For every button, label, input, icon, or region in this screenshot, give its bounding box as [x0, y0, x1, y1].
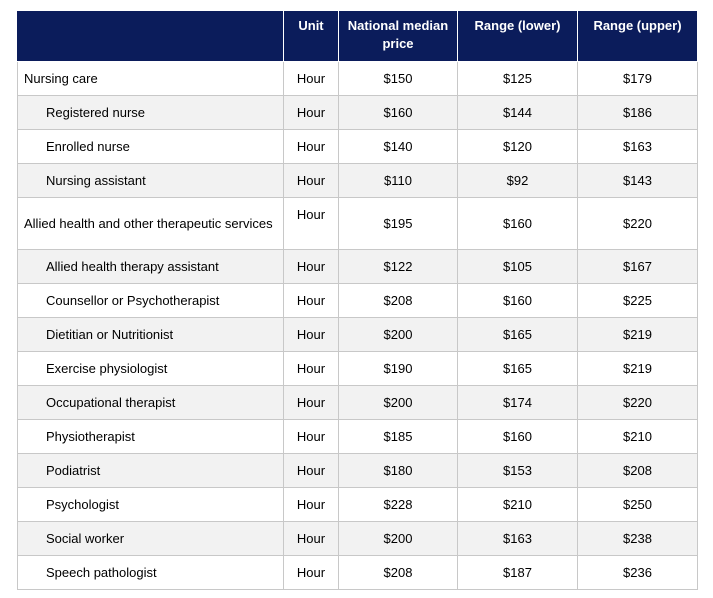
table-row	[18, 420, 698, 454]
table-row	[18, 250, 698, 284]
range-lower-cell: $125	[458, 62, 578, 96]
unit-cell: Hour	[284, 318, 339, 352]
median-price-cell: $160	[339, 96, 458, 130]
median-price-cell: $208	[339, 556, 458, 590]
range-upper-cell: $208	[578, 454, 698, 488]
unit-cell: Hour	[284, 556, 339, 590]
service-name-cell: Counsellor or Psychotherapist	[18, 284, 284, 318]
table-row	[18, 386, 698, 420]
median-price-cell: $180	[339, 454, 458, 488]
range-upper-cell: $179	[578, 62, 698, 96]
unit-cell: Hour	[284, 198, 339, 250]
service-name-cell: Social worker	[18, 522, 284, 556]
table-row	[18, 198, 698, 250]
range-upper-cell: $225	[578, 284, 698, 318]
range-lower-cell: $144	[458, 96, 578, 130]
header-unit: Unit	[284, 11, 339, 62]
table-body	[18, 62, 698, 590]
unit-cell: Hour	[284, 454, 339, 488]
range-upper-cell: $186	[578, 96, 698, 130]
table-row	[18, 164, 698, 198]
range-lower-cell: $153	[458, 454, 578, 488]
service-name-cell: Allied health therapy assistant	[18, 250, 284, 284]
range-lower-cell: $160	[458, 284, 578, 318]
median-price-cell: $185	[339, 420, 458, 454]
range-lower-cell: $120	[458, 130, 578, 164]
unit-cell: Hour	[284, 250, 339, 284]
table-row	[18, 352, 698, 386]
unit-cell: Hour	[284, 164, 339, 198]
range-upper-cell: $210	[578, 420, 698, 454]
unit-cell: Hour	[284, 96, 339, 130]
service-name-cell: Psychologist	[18, 488, 284, 522]
table-row	[18, 62, 698, 96]
median-price-cell: $200	[339, 318, 458, 352]
range-upper-cell: $163	[578, 130, 698, 164]
median-price-cell: $110	[339, 164, 458, 198]
median-price-cell: $150	[339, 62, 458, 96]
service-name-cell: Enrolled nurse	[18, 130, 284, 164]
service-name-cell: Allied health and other therapeutic services	[18, 198, 284, 250]
range-lower-cell: $163	[458, 522, 578, 556]
table-row	[18, 318, 698, 352]
range-upper-cell: $236	[578, 556, 698, 590]
service-name-cell: Physiotherapist	[18, 420, 284, 454]
range-upper-cell: $219	[578, 318, 698, 352]
service-name-cell: Nursing assistant	[18, 164, 284, 198]
header-national-median-price: National median price	[339, 11, 458, 62]
table-row	[18, 522, 698, 556]
unit-cell: Hour	[284, 352, 339, 386]
header-range-lower: Range (lower)	[458, 11, 578, 62]
median-price-cell: $195	[339, 198, 458, 250]
price-table	[17, 10, 698, 590]
unit-cell: Hour	[284, 62, 339, 96]
range-lower-cell: $165	[458, 318, 578, 352]
median-price-cell: $200	[339, 522, 458, 556]
range-upper-cell: $220	[578, 386, 698, 420]
table-row	[18, 130, 698, 164]
median-price-cell: $200	[339, 386, 458, 420]
service-name-cell: Dietitian or Nutritionist	[18, 318, 284, 352]
service-name-cell: Speech pathologist	[18, 556, 284, 590]
table-row	[18, 454, 698, 488]
range-upper-cell: $167	[578, 250, 698, 284]
range-lower-cell: $187	[458, 556, 578, 590]
unit-cell: Hour	[284, 284, 339, 318]
table-row	[18, 96, 698, 130]
header-range-upper: Range (upper)	[578, 11, 698, 62]
service-name-cell: Podiatrist	[18, 454, 284, 488]
median-price-cell: $228	[339, 488, 458, 522]
range-upper-cell: $238	[578, 522, 698, 556]
service-name-cell: Occupational therapist	[18, 386, 284, 420]
median-price-cell: $122	[339, 250, 458, 284]
range-lower-cell: $160	[458, 420, 578, 454]
service-name-cell: Registered nurse	[18, 96, 284, 130]
service-name-cell: Nursing care	[18, 62, 284, 96]
table-row	[18, 488, 698, 522]
range-lower-cell: $165	[458, 352, 578, 386]
range-lower-cell: $160	[458, 198, 578, 250]
unit-cell: Hour	[284, 386, 339, 420]
range-lower-cell: $210	[458, 488, 578, 522]
unit-cell: Hour	[284, 522, 339, 556]
range-upper-cell: $220	[578, 198, 698, 250]
unit-cell: Hour	[284, 488, 339, 522]
header-service	[18, 11, 284, 62]
range-upper-cell: $143	[578, 164, 698, 198]
range-lower-cell: $174	[458, 386, 578, 420]
median-price-cell: $190	[339, 352, 458, 386]
median-price-cell: $208	[339, 284, 458, 318]
range-lower-cell: $92	[458, 164, 578, 198]
median-price-cell: $140	[339, 130, 458, 164]
range-upper-cell: $219	[578, 352, 698, 386]
range-upper-cell: $250	[578, 488, 698, 522]
unit-cell: Hour	[284, 420, 339, 454]
service-name-cell: Exercise physiologist	[18, 352, 284, 386]
unit-cell: Hour	[284, 130, 339, 164]
table-row	[18, 284, 698, 318]
table-header-row	[18, 11, 698, 62]
table-row	[18, 556, 698, 590]
range-lower-cell: $105	[458, 250, 578, 284]
